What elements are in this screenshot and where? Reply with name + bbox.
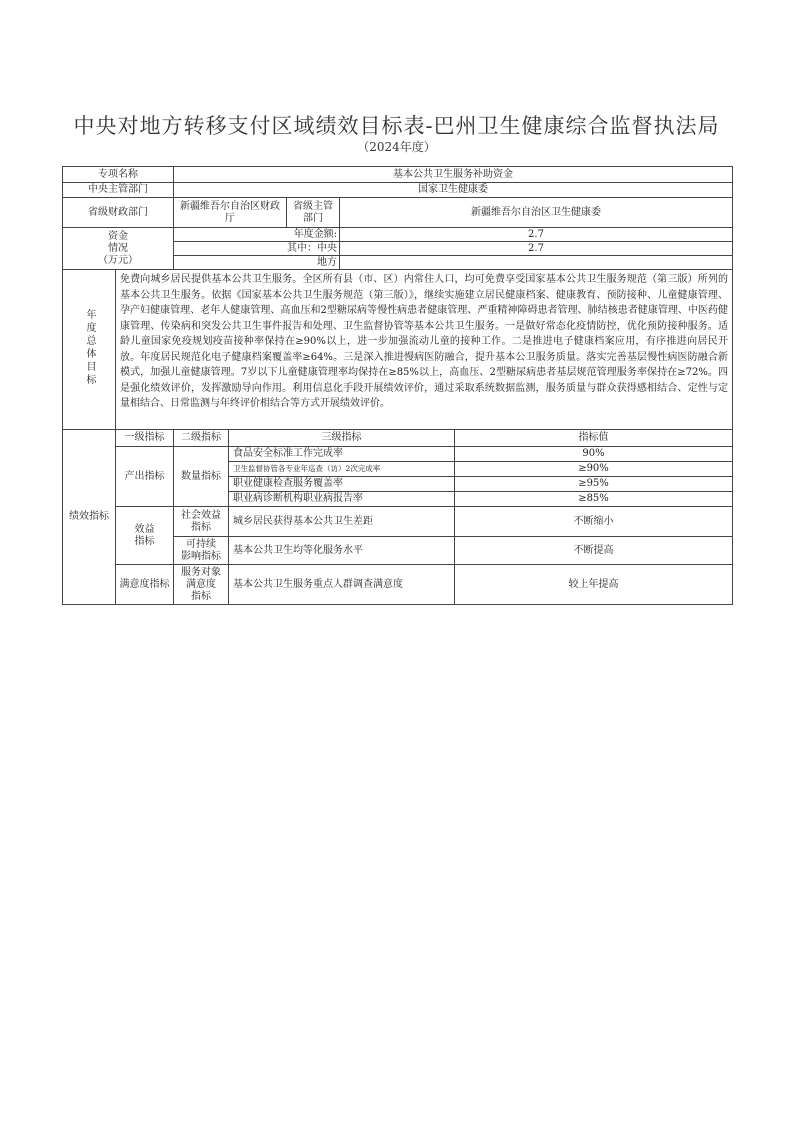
central-dept-value: 国家卫生健康委: [174, 183, 733, 198]
header-level1: 一级指标: [116, 430, 174, 447]
indicator-name: 城乡居民获得基本公共卫生差距: [229, 507, 455, 537]
indicator-name: 职业健康检查服务覆盖率: [229, 477, 455, 492]
indicator-value: ≥85%: [455, 492, 733, 507]
quantity-label: 数量指标: [174, 447, 229, 507]
output-label: 产出指标: [116, 447, 174, 507]
indicator-name: 基本公共卫生均等化服务水平: [229, 537, 455, 565]
indicator-value: 较上年提高: [455, 565, 733, 605]
indicator-name: 卫生监督协管各专业年巡查（访）2次完成率: [229, 462, 455, 477]
indicator-value: 不断缩小: [455, 507, 733, 537]
indicator-value: 90%: [455, 447, 733, 462]
header-level2: 二级指标: [174, 430, 229, 447]
satisfaction-label: 满意度指标: [116, 565, 174, 605]
annual-amount-value: 2.7: [340, 228, 733, 242]
indicator-name: 食品安全标准工作完成率: [229, 447, 455, 462]
annual-goal-text: 免费向城乡居民提供基本公共卫生服务。全区所有县（市、区）内常住人口，均可免费享受国家基本公共卫生服务规范（第三版）所列的基本公共卫生服务。依据《国家基本公共卫生服务规范（第三版）》，继续实施建立居民健康档案、健康教育、预防接种、儿童健康管理、孕产妇健康管理、老年人健康管理、高血压和2型糖尿病等慢性病患者健康管理、严重精神障碍患者管理、肺结核患者健康管理、中医药健康管理、传染病和突发公共卫生事件报告和处理、卫生监督协管等基本公共卫生服务。一是做好常态化疫情防控，优化预防接种服务。适龄儿童国家免疫规划疫苗接种率保持在≥90%以上，进一步加强流动儿童的接种工作。二是推进电子健康档案应用，有序推进向居民开放。年度居民规范化电子健康档案覆盖率≥64%。三是深入推进慢病医防融合，提升基本公卫服务质量。落实完善基层慢性病医防融合新模式，加强儿童健康管理。7岁以下儿童健康管理率均保持在≥85%以上，高血压、2型糖尿病患者基层规范管理服务率保持在≥72%。四是强化绩效评价，发挥激励导向作用。利用信息化手段开展绩效评价，通过采取系统数据监测，服务质量与群众获得感相结合、定性与定量相结合、日常监测与年终评价相结合等方式开展绩效评价。: [116, 270, 733, 430]
special-item-value: 基本公共卫生服务补助资金: [174, 167, 733, 183]
provincial-finance-label: 省级财政部门: [63, 198, 174, 228]
effect-label: 效益 指标: [116, 507, 174, 565]
local-funds-value: [340, 256, 733, 270]
local-funds-label: 地方: [174, 256, 340, 270]
funds-label: 资金 情况 （万元）: [63, 228, 174, 270]
header-level3: 三级指标: [229, 430, 455, 447]
provincial-dept-label: 省级主管部门: [287, 198, 340, 228]
document-title: 中央对地方转移支付区域绩效目标表-巴州卫生健康综合监督执法局: [73, 114, 720, 138]
indicator-value: ≥90%: [455, 462, 733, 477]
provincial-finance-value: 新疆维吾尔自治区财政厅: [174, 198, 287, 228]
document-subtitle: （2024年度）: [357, 140, 436, 154]
central-dept-label: 中央主管部门: [63, 183, 174, 198]
annual-goal-label: 年度总体目标: [84, 308, 95, 387]
indicator-value: 不断提高: [455, 537, 733, 565]
central-funds-value: 2.7: [340, 242, 733, 256]
performance-target-table: [62, 166, 733, 605]
performance-label: 绩效指标: [63, 430, 116, 605]
indicator-name: 职业病诊断机构职业病报告率: [229, 492, 455, 507]
social-effect-label: 社会效益 指标: [174, 507, 229, 537]
service-satisfaction-label: 服务对象 满意度 指标: [174, 565, 229, 605]
indicator-value: ≥95%: [455, 477, 733, 492]
central-funds-label: 其中：中央: [174, 242, 340, 256]
special-item-label: 专项名称: [63, 167, 174, 183]
provincial-dept-value: 新疆维吾尔自治区卫生健康委: [340, 198, 733, 228]
sustain-label: 可持续 影响指标: [174, 537, 229, 565]
indicator-name: 基本公共卫生服务重点人群调查满意度: [229, 565, 455, 605]
header-value: 指标值: [455, 430, 733, 447]
annual-amount-label: 年度金额:: [174, 228, 340, 242]
